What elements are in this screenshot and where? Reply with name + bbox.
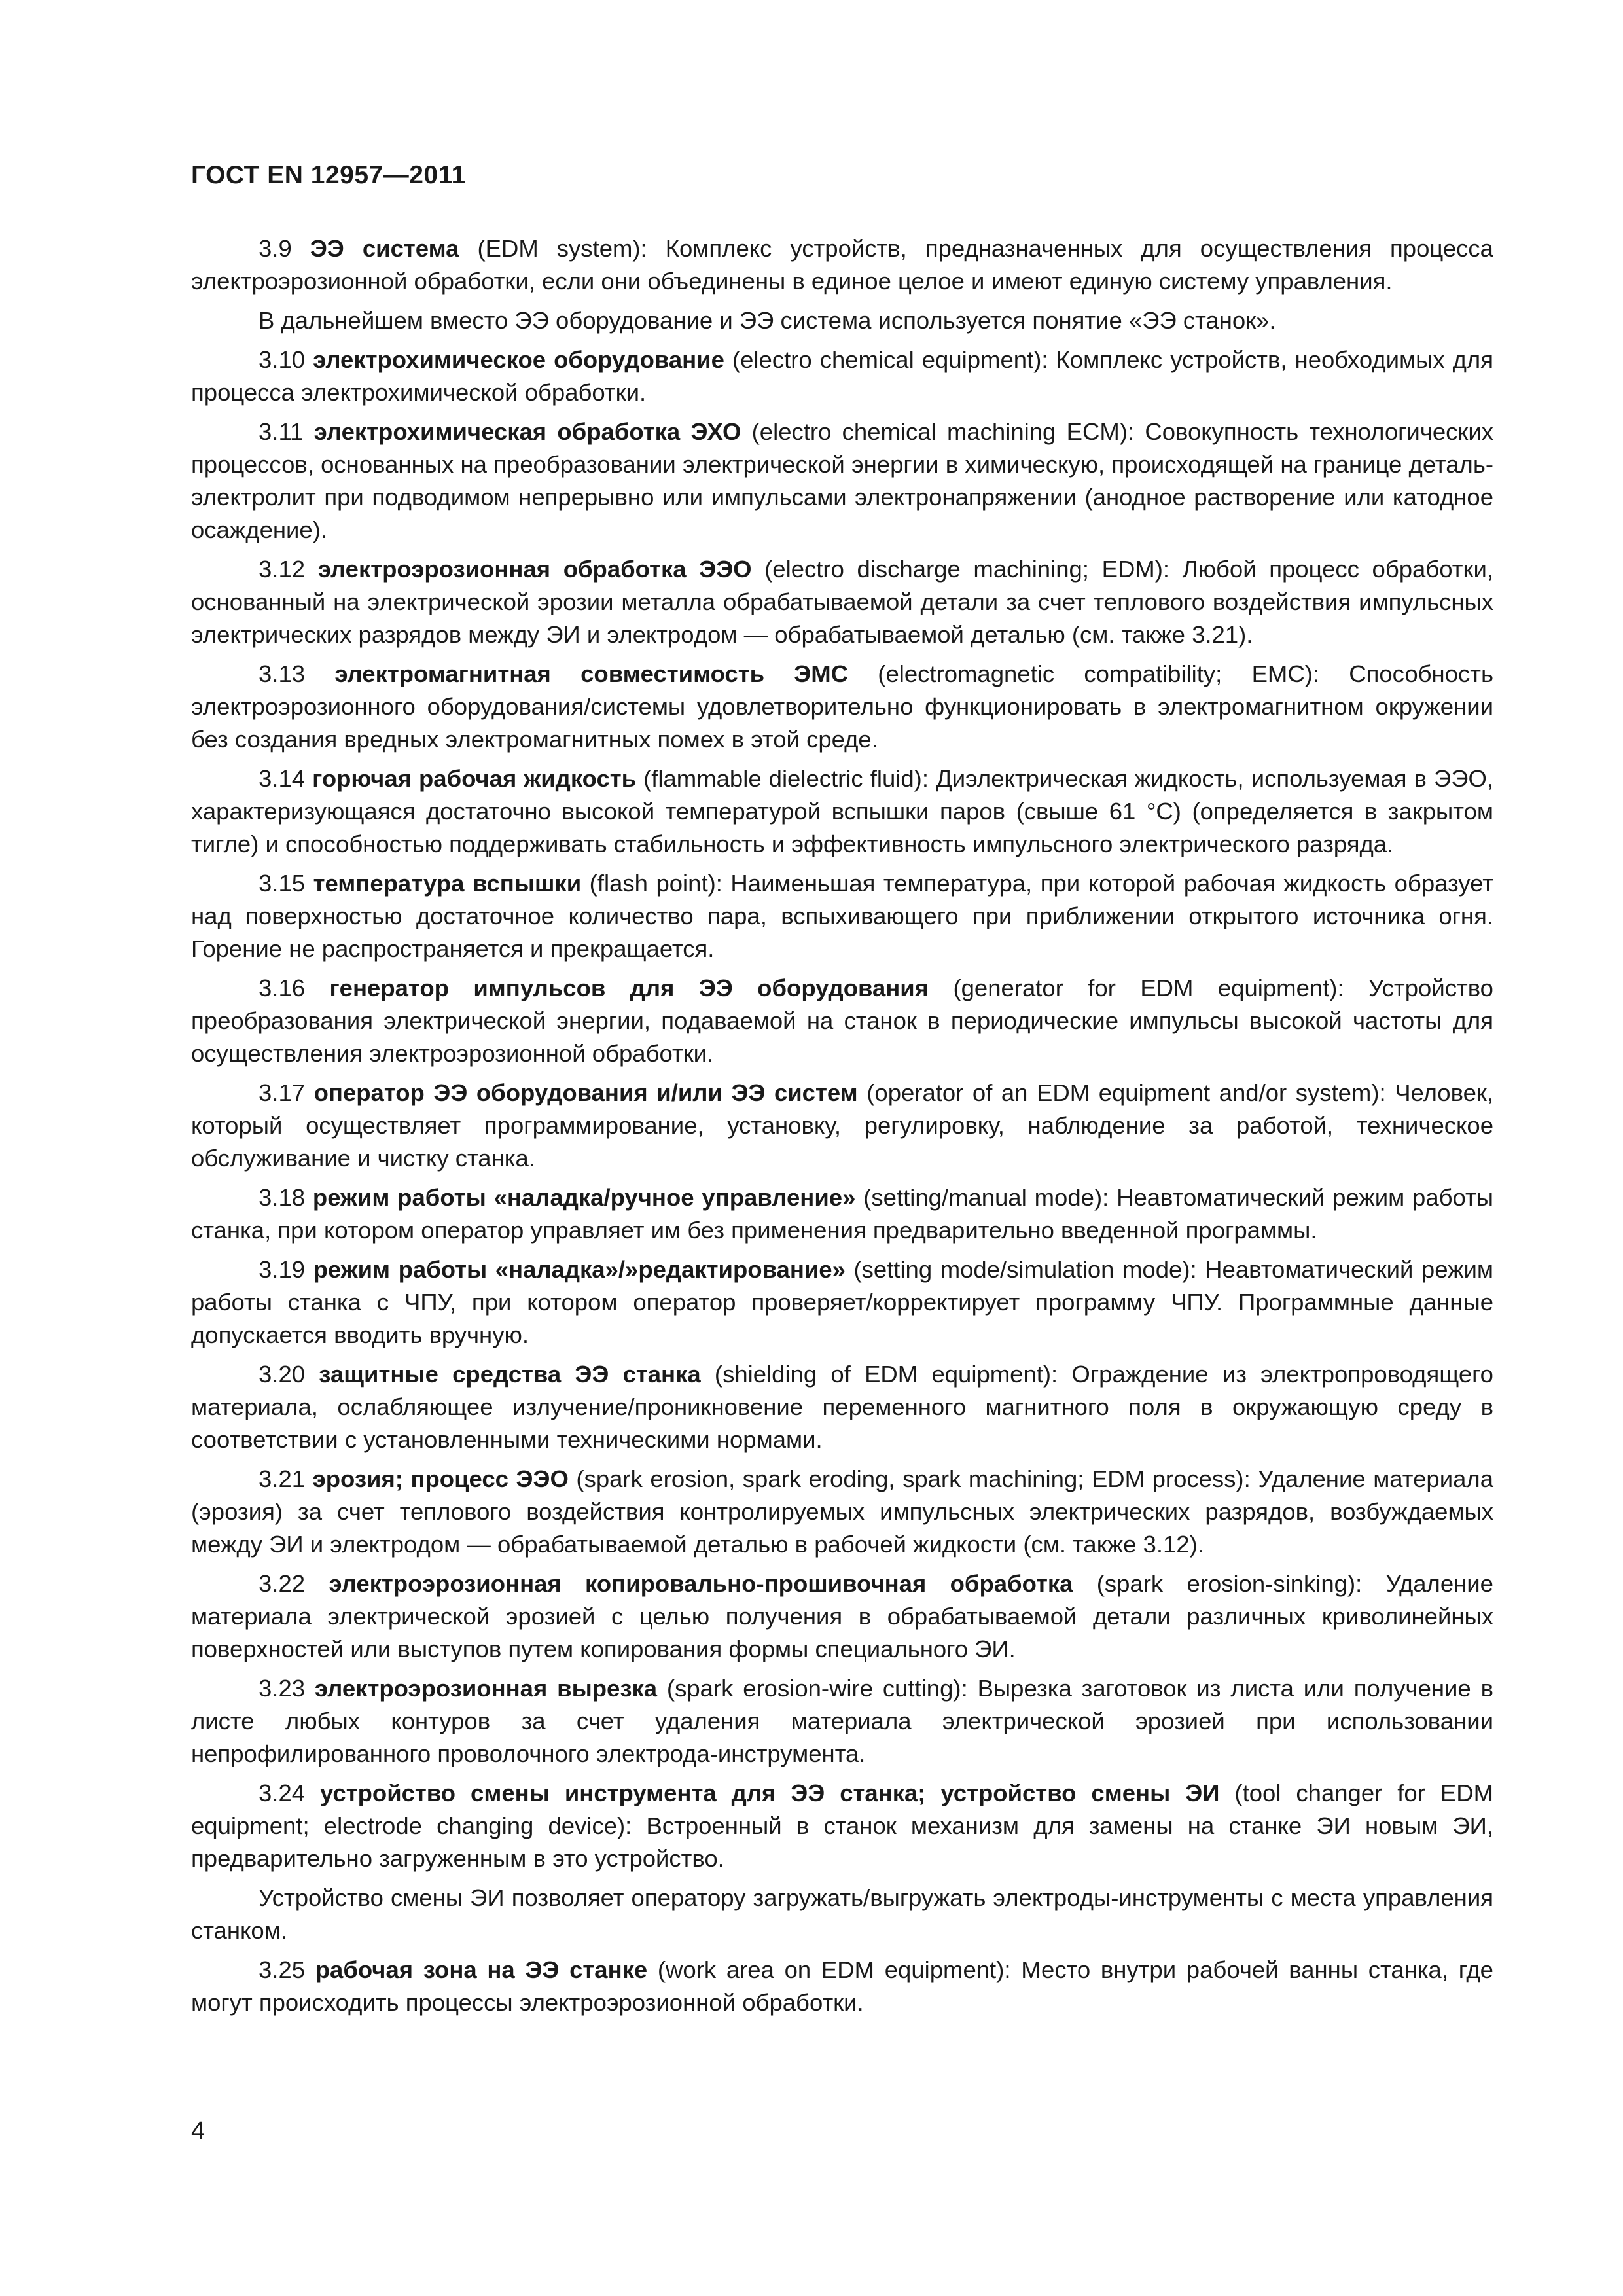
definition-paragraph [191,1954,1493,2019]
defined-term: электроэрозионная копировально-прошивочная обработка [329,1570,1073,1597]
defined-term: оператор ЭЭ оборудования и/или ЭЭ систем [313,1079,858,1106]
document-body [191,232,1493,2026]
defined-term: электромагнитная совместимость ЭМС [334,660,849,687]
defined-term: электрохимическое оборудование [313,346,724,373]
clause-number: 3.25 [259,1956,306,1983]
defined-term: режим работы «наладка»/»редактирование» [313,1256,846,1283]
clause-number: 3.18 [259,1184,306,1211]
definition-paragraph [191,1568,1493,1666]
clause-number: 3.19 [259,1256,306,1283]
page-number: 4 [191,2117,205,2145]
definition-paragraph [191,304,1493,337]
definition-text: В дальнейшем вместо ЭЭ оборудование и ЭЭ система используется понятие «ЭЭ станок». [259,307,1276,334]
clause-number: 3.12 [259,556,306,583]
definition-paragraph [191,1777,1493,1875]
definition-text: (generator for EDM equipment): Устройство преобразования электрической энергии, подаваемой на станок в периодические импульсы высокой частоты для осуществления электроэрозионной обработки. [191,975,1493,1067]
definition-text: (shielding of EDM equipment): Ограждение из электропроводящего материала, ослабляющее излучение/проникновение переменного магнитного поля в окружающую среду в соответствии с установленными техническими нормами. [191,1361,1493,1453]
definition-text: Устройство смены ЭИ позволяет оператору загружать/выгружать электроды-инструменты с места управления станком. [191,1884,1493,1944]
definition-text: (work area on EDM equipment): Место внутри рабочей ванны станка, где могут происходить процессы электроэрозионной обработки. [191,1956,1493,2016]
clause-number: 3.11 [259,418,304,445]
defined-term: температура вспышки [313,870,582,897]
definition-text: (spark erosion, spark eroding, spark machining; EDM process): Удаление материала (эрозия) за счет теплового воздействия контролируемых импульсных электрических разрядов, возбуждаемых между ЭИ и электродом — обрабатываемой деталью в рабочей жидкости (см. также 3.12). [191,1465,1493,1558]
defined-term: электроэрозионная вырезка [314,1675,658,1702]
clause-number: 3.17 [259,1079,306,1106]
defined-term: ЭЭ система [310,235,459,262]
definition-paragraph [191,867,1493,965]
defined-term: устройство смены инструмента для ЭЭ станка; устройство смены ЭИ [320,1780,1220,1806]
definition-paragraph [191,344,1493,409]
definition-paragraph [191,1253,1493,1352]
defined-term: режим работы «наладка/ручное управление» [312,1184,856,1211]
clause-number: 3.13 [259,660,306,687]
definition-text: (flammable dielectric fluid): Диэлектрическая жидкость, используемая в ЭЭО, характеризующаяся достаточно высокой температурой вспышки паров (свыше 61 °C) (определяется в закрытом тигле) и способностью поддерживать стабильность и эффективность импульсного электрического разряда. [191,765,1493,857]
defined-term: эрозия; процесс ЭЭО [312,1465,569,1492]
definition-paragraph [191,1358,1493,1456]
definition-paragraph [191,972,1493,1070]
definition-text: (flash point): Наименьшая температура, при которой рабочая жидкость образует над поверхностью достаточное количество пара, вспыхивающего при приближении открытого источника огня. Горение не распространяется и прекращается. [191,870,1493,962]
defined-term: горючая рабочая жидкость [312,765,637,792]
defined-term: защитные средства ЭЭ станка [319,1361,701,1388]
definition-paragraph [191,1672,1493,1770]
definition-text: (tool changer for EDM equipment; electrode changing device): Встроенный в станок механизм для замены на станке ЭИ новым ЭИ, предварительно загруженным в это устройство. [191,1780,1493,1872]
clause-number: 3.23 [259,1675,306,1702]
definition-text: (spark erosion-sinking): Удаление материала электрической эрозией с целью получения в обрабатываемой детали различных криволинейных поверхностей или выступов путем копирования формы специального ЭИ. [191,1570,1493,1662]
document-header: ГОСТ EN 12957—2011 [191,161,466,189]
defined-term: генератор импульсов для ЭЭ оборудования [329,975,929,1001]
definition-paragraph [191,1077,1493,1175]
definition-paragraph [191,553,1493,651]
clause-number: 3.22 [259,1570,306,1597]
definition-paragraph [191,658,1493,756]
clause-number: 3.24 [259,1780,306,1806]
definition-paragraph [191,1181,1493,1247]
definition-paragraph [191,1463,1493,1561]
clause-number: 3.10 [259,346,306,373]
definition-paragraph [191,762,1493,861]
definition-text: (electro chemical equipment): Комплекс устройств, необходимых для процесса электрохимической обработки. [191,346,1493,406]
definition-text: (spark erosion-wire cutting): Вырезка заготовок из листа или получение в листе любых контуров за счет удаления материала электрической эрозией при использовании непрофилированного проволочного электрода-инструмента. [191,1675,1493,1767]
definition-text: (electromagnetic compatibility; EMC): Способность электроэрозионного оборудования/системы удовлетворительно функционировать в электромагнитном окружении без создания вредных электромагнитных помех в этой среде. [191,660,1493,753]
clause-number: 3.21 [259,1465,306,1492]
definition-text: (electro discharge machining; EDM): Любой процесс обработки, основанный на электрической эрозии металла обрабатываемой детали за счет теплового воздействия импульсных электрических разрядов между ЭИ и электродом — обрабатываемой деталью (см. также 3.21). [191,556,1493,648]
definition-paragraph [191,232,1493,298]
clause-number: 3.15 [259,870,306,897]
definition-text: (EDM system): Комплекс устройств, предназначенных для осуществления процесса электроэрозионной обработки, если они объединены в единое целое и имеют единую систему управления. [191,235,1493,295]
defined-term: рабочая зона на ЭЭ станке [315,1956,648,1983]
definition-paragraph [191,1882,1493,1947]
definition-paragraph [191,416,1493,547]
clause-number: 3.20 [259,1361,306,1388]
defined-term: электрохимическая обработка ЭХО [313,418,741,445]
clause-number: 3.16 [259,975,306,1001]
definition-text: (setting mode/simulation mode): Неавтоматический режим работы станка с ЧПУ, при котором оператор проверяет/корректирует программу ЧПУ. Программные данные допускается вводить вручную. [191,1256,1493,1348]
defined-term: электроэрозионная обработка ЭЭО [317,556,752,583]
definition-text: (setting/manual mode): Неавтоматический режим работы станка, при котором оператор управляет им без применения предварительно введенной программы. [191,1184,1493,1244]
clause-number: 3.14 [259,765,306,792]
clause-number: 3.9 [259,235,292,262]
definition-text: (electro chemical machining ECM): Совокупность технологических процессов, основанных на преобразовании электрической энергии в химическую, происходящей на границе деталь-электролит при подводимом непрерывно или импульсами электронапряжении (анодное растворение или катодное осаждение). [191,418,1493,543]
definition-text: (operator of an EDM equipment and/or system): Человек, который осуществляет программирование, установку, регулировку, наблюдение за работой, техническое обслуживание и чистку станка. [191,1079,1494,1172]
